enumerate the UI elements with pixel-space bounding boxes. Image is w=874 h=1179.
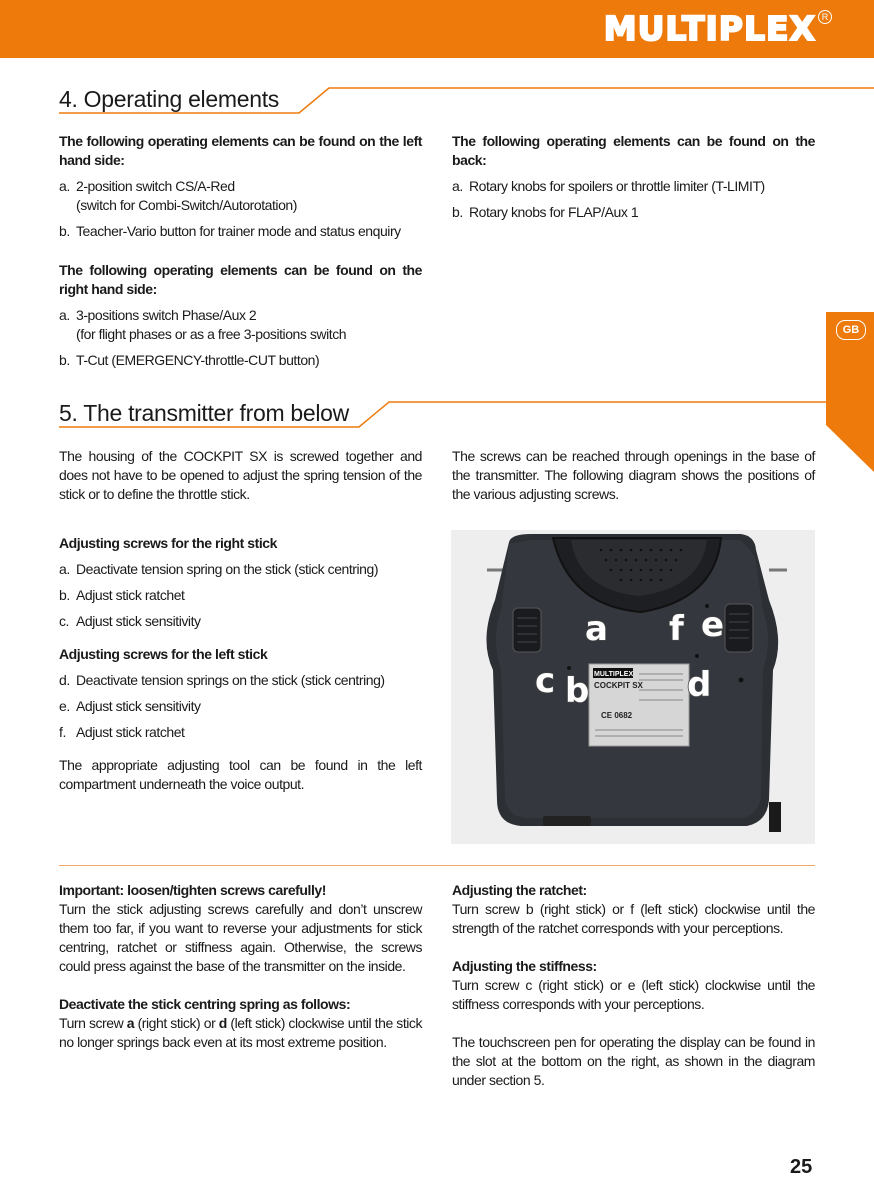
list-item	[59, 222, 422, 241]
list-text: Deactivate tension spring on the stick (stick centring)	[76, 561, 379, 577]
back-heading: The following operating elements can be found on the back:	[452, 133, 815, 168]
right-stick-heading: Adjusting screws for the right stick	[59, 535, 277, 551]
list-text: Rotary knobs for FLAP/Aux 1	[469, 204, 639, 220]
deactivate-mid: (right stick) or	[134, 1015, 219, 1031]
list-item	[59, 306, 422, 344]
tool-note: The appropriate adjusting tool can be found in the left compartment underneath the voice output.	[59, 757, 422, 792]
section-4-title-rule	[59, 86, 874, 116]
transmitter-illustration	[451, 530, 815, 844]
ratchet-text: Turn screw b (right stick) or f (left stick) clockwise until the strength of the ratchet corresponds with your perceptions.	[452, 901, 815, 936]
list-text: 3-positions switch Phase/Aux 2	[76, 307, 257, 323]
list-text: Teacher-Vario button for trainer mode and status enquiry	[76, 223, 401, 239]
stiffness-text: Turn screw c (right stick) or e (left stick) clockwise until the stiffness corresponds with your perceptions.	[452, 977, 815, 1012]
list-text: Adjust stick sensitivity	[76, 613, 201, 629]
list-item	[59, 177, 422, 215]
photo-label-f: f	[669, 609, 684, 649]
list-marker: a.	[59, 178, 70, 194]
list-item	[59, 560, 422, 579]
stiffness-heading: Adjusting the stiffness:	[452, 958, 597, 974]
logo-text: MULTIPLEX	[603, 8, 816, 48]
list-item	[59, 723, 422, 742]
list-marker: d.	[59, 672, 70, 688]
left-side-list	[59, 177, 422, 241]
multiplex-logo	[603, 8, 829, 48]
right-stick-list	[59, 560, 422, 631]
list-item	[59, 612, 422, 631]
important-heading: Important: loosen/tighten screws carefully!	[59, 882, 326, 898]
deactivate-pre: Turn screw	[59, 1015, 127, 1031]
list-text: Adjust stick sensitivity	[76, 698, 201, 714]
section-separator	[59, 865, 815, 866]
list-item	[59, 671, 422, 690]
list-item	[452, 177, 815, 196]
section-5-intro-left: The housing of the COCKPIT SX is screwed together and does not have to be opened to adjust the spring tension of the stick or to define the throttle stick.	[59, 448, 422, 502]
list-text: Adjust stick ratchet	[76, 724, 185, 740]
left-side-heading: The following operating elements can be found on the left hand side:	[59, 133, 422, 168]
list-text: Deactivate tension springs on the stick (stick centring)	[76, 672, 385, 688]
right-side-heading: The following operating elements can be found on the right hand side:	[59, 262, 422, 297]
section-5-title-rule	[59, 400, 874, 430]
list-marker: b.	[59, 223, 70, 239]
page-number: 25	[790, 1156, 813, 1178]
section-5-intro-right: The screws can be reached through openings in the base of the transmitter. The following diagram shows the positions of the various adjusting screws.	[452, 448, 815, 502]
list-marker: a.	[59, 307, 70, 323]
deactivate-heading: Deactivate the stick centring spring as follows:	[59, 996, 351, 1012]
transmitter-bottom-photo	[451, 530, 815, 844]
bottom-right-column	[452, 881, 815, 1090]
deactivate-text	[59, 1014, 422, 1052]
ratchet-heading: Adjusting the ratchet:	[452, 882, 587, 898]
list-text: T-Cut (EMERGENCY-throttle-CUT button)	[76, 352, 320, 368]
pen-text: The touchscreen pen for operating the display can be found in the slot at the bottom on the right, as shown in the diagram under section 5.	[452, 1034, 815, 1088]
list-subtext: (switch for Combi-Switch/Autorotation)	[76, 197, 297, 213]
bottom-left-column	[59, 881, 422, 1052]
left-stick-heading: Adjusting screws for the left stick	[59, 646, 268, 662]
plate-ce: CE 0682	[601, 711, 633, 720]
left-stick-list	[59, 671, 422, 742]
photo-label-e: e	[701, 605, 725, 645]
language-tab-label: GB	[836, 320, 866, 340]
list-marker: a.	[59, 561, 70, 577]
photo-label-c: c	[535, 661, 556, 701]
back-list	[452, 177, 815, 222]
list-marker: b.	[452, 204, 463, 220]
list-item	[59, 697, 422, 716]
section-4-title: 4. Operating elements	[59, 86, 279, 112]
plate-brand: MULTIPLEX	[594, 671, 634, 678]
photo-label-d: d	[687, 665, 712, 705]
photo-label-a: a	[585, 609, 608, 649]
section-5-right-column	[452, 447, 815, 504]
list-marker: e.	[59, 698, 70, 714]
section-4-left-column	[59, 132, 422, 370]
deactivate-post: (left stick) clockwise until the stick no longer springs back even at its most extreme position.	[59, 1015, 423, 1050]
list-text: 2-position switch CS/A-Red	[76, 178, 235, 194]
list-marker: a.	[452, 178, 463, 194]
list-subtext: (for flight phases or as a free 3-positions switch	[76, 326, 347, 342]
list-text: Adjust stick ratchet	[76, 587, 185, 603]
list-item	[59, 586, 422, 605]
list-marker: b.	[59, 352, 70, 368]
section-5-left-column	[59, 447, 422, 794]
right-side-list	[59, 306, 422, 370]
screw-d-label: d	[218, 1015, 227, 1031]
plate-model: COCKPIT SX	[594, 681, 643, 690]
list-marker: c.	[59, 613, 69, 629]
list-marker: b.	[59, 587, 70, 603]
important-text: Turn the stick adjusting screws carefully and don’t unscrew them too far, if you want to reverse your adjustments for stick centring, ratchet or stiffness again. Otherwise, the screws could press against the base of the transmitter on the inside.	[59, 901, 422, 974]
section-4-right-column	[452, 132, 815, 222]
list-item	[452, 203, 815, 222]
section-5-title: 5. The transmitter from below	[59, 400, 349, 426]
list-text: Rotary knobs for spoilers or throttle limiter (T-LIMIT)	[469, 178, 765, 194]
header-bar	[0, 0, 874, 58]
list-item	[59, 351, 422, 370]
registered-mark: R	[818, 10, 832, 24]
screw-a-label: a	[126, 1015, 135, 1031]
photo-label-b: b	[565, 671, 590, 711]
list-marker: f.	[59, 724, 66, 740]
